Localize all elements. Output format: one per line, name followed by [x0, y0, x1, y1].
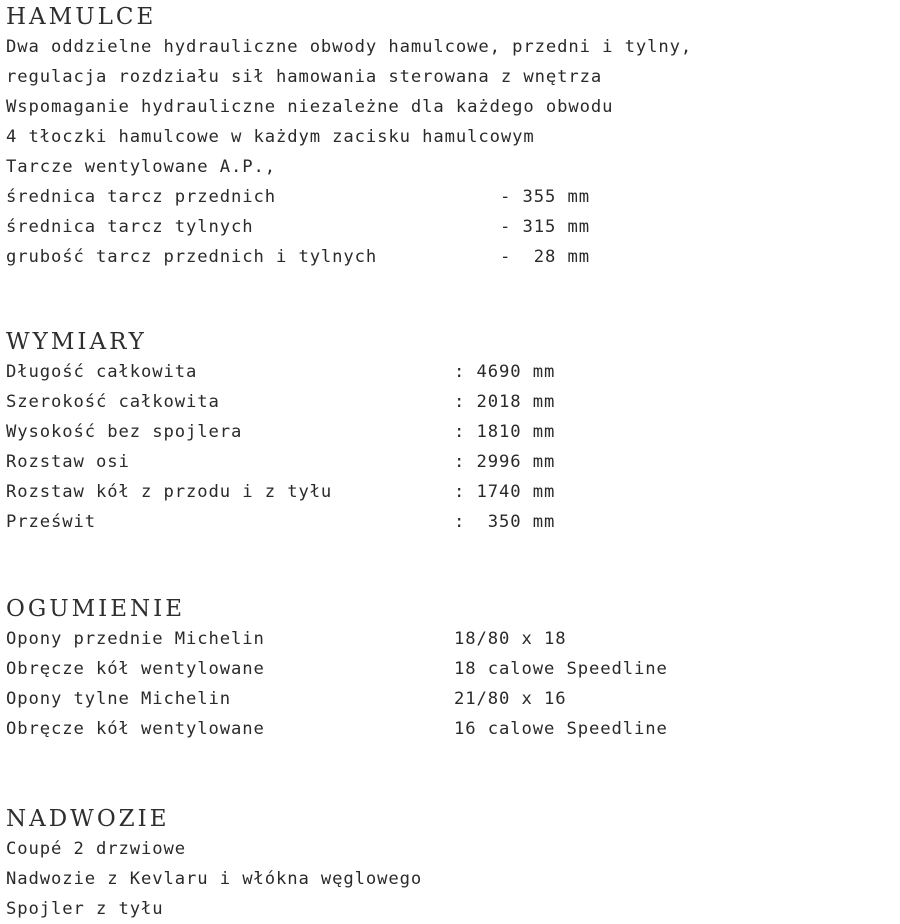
spec-label: Opony przednie Michelin — [6, 629, 265, 649]
spec-value: : 4690 mm — [454, 362, 556, 382]
spec-row — [6, 417, 555, 447]
spec-label: średnica tarcz tylnych — [6, 217, 254, 237]
text-line: 4 tłoczki hamulcowe w każdym zacisku hamulcowym — [6, 127, 535, 147]
spec-value: : 2996 mm — [454, 452, 556, 472]
spec-row — [6, 387, 555, 417]
spec-value: - 315 mm — [500, 217, 590, 237]
text-line: Nadwozie z Kevlaru i włókna węglowego — [6, 869, 423, 889]
section-title: OGUMIENIE — [6, 596, 186, 622]
section-body — [6, 804, 422, 924]
spec-label: Rozstaw kół z przodu i z tyłu — [6, 482, 333, 502]
text-line: Dwa oddzielne hydrauliczne obwody hamulcowe, przedni i tylny, — [6, 37, 693, 57]
spec-row — [6, 357, 555, 387]
spec-row — [6, 507, 555, 537]
text-line: Coupé 2 drzwiowe — [6, 839, 186, 859]
text-line: Wspomaganie hydrauliczne niezależne dla każdego obwodu — [6, 97, 614, 117]
section-title: HAMULCE — [6, 4, 157, 30]
spec-label: Szerokość całkowita — [6, 392, 220, 412]
spec-label: średnica tarcz przednich — [6, 187, 276, 207]
text-line: Spojler z tyłu — [6, 899, 164, 919]
spec-row — [6, 714, 668, 744]
section-brakes — [6, 2, 692, 272]
spec-row — [6, 447, 555, 477]
spec-value: : 1740 mm — [454, 482, 556, 502]
text-line: Tarcze wentylowane A.P., — [6, 157, 276, 177]
spec-row — [6, 242, 692, 272]
spec-row — [6, 654, 668, 684]
spec-value: 18/80 x 18 — [454, 629, 567, 649]
spec-label: Obręcze kół wentylowane — [6, 719, 265, 739]
spec-value: 18 calowe Speedline — [454, 659, 668, 679]
spec-value: - 355 mm — [500, 187, 590, 207]
spec-label: Wysokość bez spojlera — [6, 422, 243, 442]
spec-value: : 2018 mm — [454, 392, 556, 412]
spec-row — [6, 684, 668, 714]
spec-row — [6, 624, 668, 654]
spec-value: 21/80 x 16 — [454, 689, 567, 709]
spec-label: Długość całkowita — [6, 362, 198, 382]
section-title: WYMIARY — [6, 329, 147, 355]
spec-label: grubość tarcz przednich i tylnych — [6, 247, 378, 267]
spec-label: Obręcze kół wentylowane — [6, 659, 265, 679]
spec-value: : 1810 mm — [454, 422, 556, 442]
section-title: NADWOZIE — [6, 806, 170, 832]
spec-label: Prześwit — [6, 512, 96, 532]
spec-value: : 350 mm — [454, 512, 556, 532]
section-tires — [6, 594, 668, 744]
spec-value: - 28 mm — [500, 247, 590, 267]
spec-label: Rozstaw osi — [6, 452, 130, 472]
spec-row — [6, 182, 692, 212]
spec-label: Opony tylne Michelin — [6, 689, 231, 709]
spec-value: 16 calowe Speedline — [454, 719, 668, 739]
section-dimensions — [6, 327, 555, 537]
spec-row — [6, 477, 555, 507]
text-line: regulacja rozdziału sił hamowania sterowana z wnętrza — [6, 67, 603, 87]
spec-row — [6, 212, 692, 242]
